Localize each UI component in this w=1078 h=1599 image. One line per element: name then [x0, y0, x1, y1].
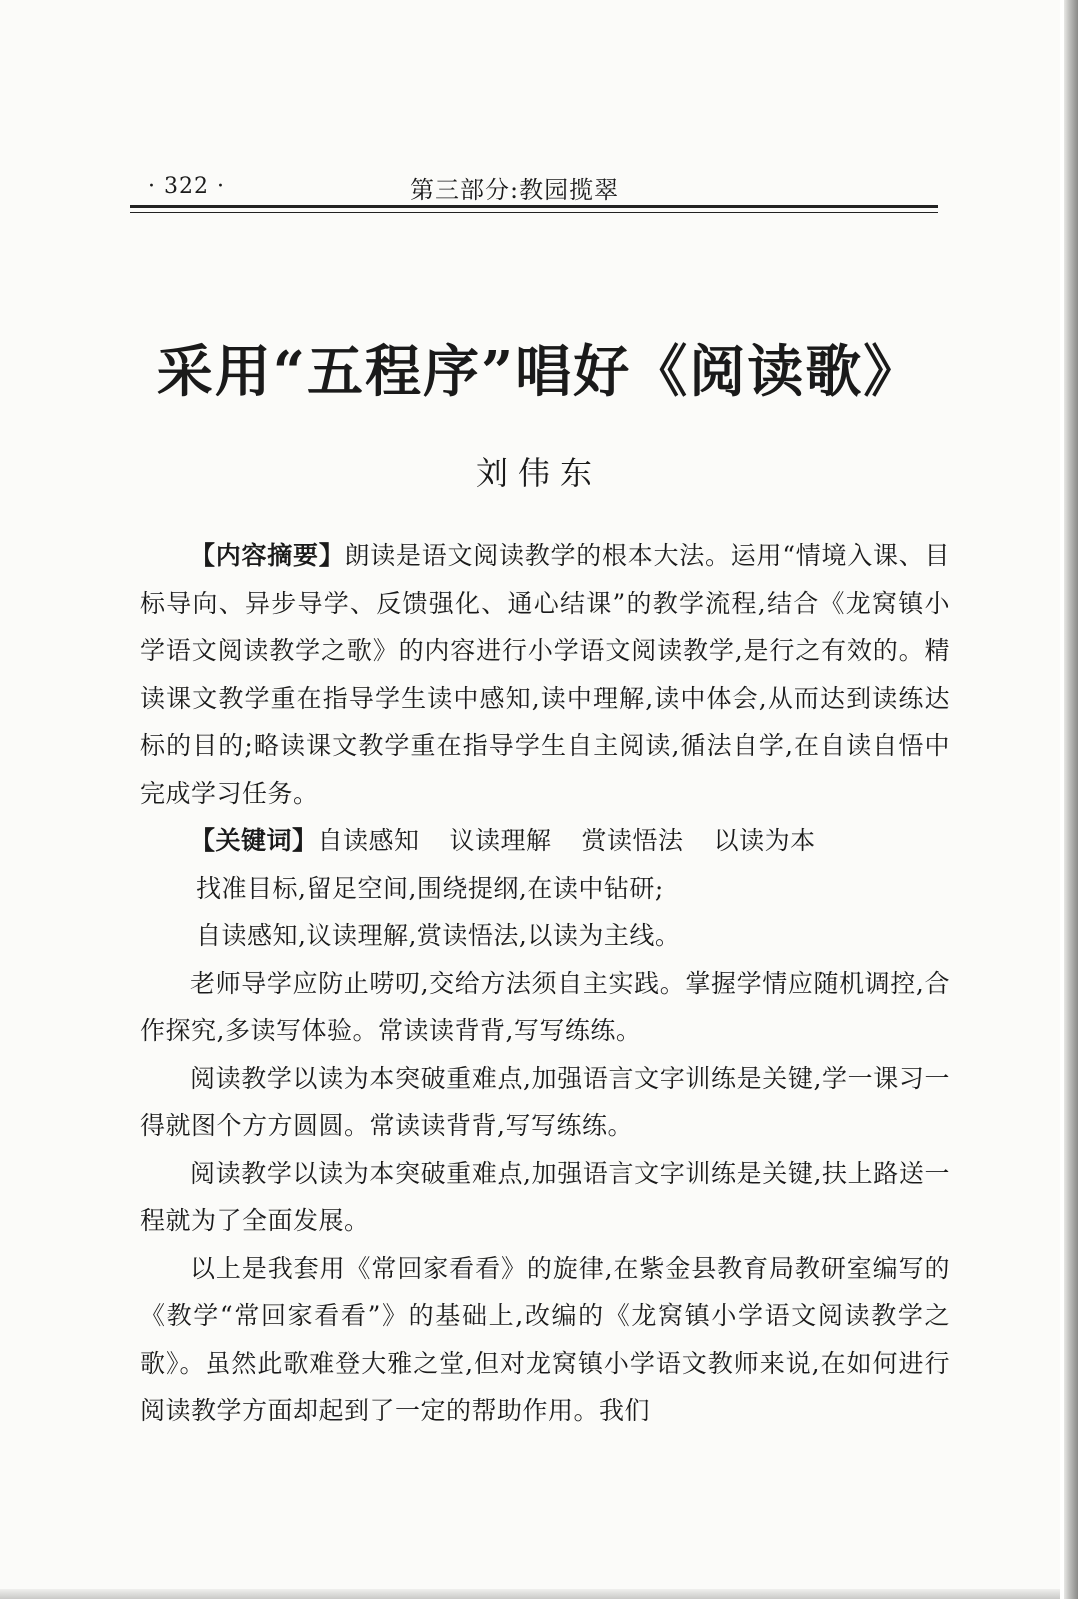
abstract-paragraph — [140, 532, 950, 817]
keyword: 自读感知 — [317, 826, 420, 855]
article-title: 采用“五程序”唱好《阅读歌》 — [156, 339, 922, 405]
page-bottom-shadow — [0, 1589, 1060, 1599]
keywords-line — [140, 817, 950, 865]
article-author: 刘伟东 — [475, 454, 602, 492]
body-paragraph: 以上是我套用《常回家看看》的旋律,在紫金县教育局教研室编写的《教学“常回家看看”》的基础上,改编的《龙窝镇小学语文阅读教学之歌》。虽然此歌难登大雅之堂,但对龙窝镇小学语文教师来说,在如何进行阅读教学方面却起到了一定的帮助作用。我们 — [140, 1253, 950, 1425]
keyword: 议读理解 — [449, 826, 552, 855]
body-paragraph: 阅读教学以读为本突破重难点,加强语言文字训练是关键,扶上路送一程就为了全面发展。 — [140, 1158, 950, 1235]
article-body — [140, 532, 950, 1435]
running-head: 第三部分:教园揽翠 — [410, 176, 620, 204]
song-line: 找准目标,留足空间,围绕提纲,在读中钻研; — [196, 873, 664, 903]
keywords-label: 【关键词】 — [190, 826, 318, 855]
page-header — [130, 170, 938, 206]
page-edge-shadow — [1064, 0, 1078, 1599]
abstract-label: 【内容摘要】 — [190, 541, 345, 570]
keyword: 赏读悟法 — [581, 826, 684, 855]
keyword: 以读为本 — [713, 826, 816, 855]
header-rule-thin — [130, 212, 938, 213]
header-rule-thick — [130, 205, 938, 208]
body-paragraph: 老师导学应防止唠叨,交给方法须自主实践。掌握学情应随机调控,合作探究,多读写体验。常读读背背,写写练练。 — [140, 968, 950, 1045]
song-line: 自读感知,议读理解,赏读悟法,以读为主线。 — [196, 921, 681, 950]
abstract-text: 朗读是语文阅读教学的根本大法。运用“情境入课、目标导向、异步导学、反馈强化、通心结课”的教学流程,结合《龙窝镇小学语文阅读教学之歌》的内容进行小学语文阅读教学,是行之有效的。精读课文教学重在指导学生读中感知,读中理解,读中体会,从而达到读练达标的目的;略读课文教学重在指导学生自主阅读,循法自学,在自读自悟中完成学习任务。 — [140, 541, 950, 808]
page-number: · 322 · — [148, 174, 225, 199]
body-paragraph: 阅读教学以读为本突破重难点,加强语言文字训练是关键,学一课习一得就图个方方圆圆。常读读背背,写写练练。 — [140, 1063, 950, 1140]
